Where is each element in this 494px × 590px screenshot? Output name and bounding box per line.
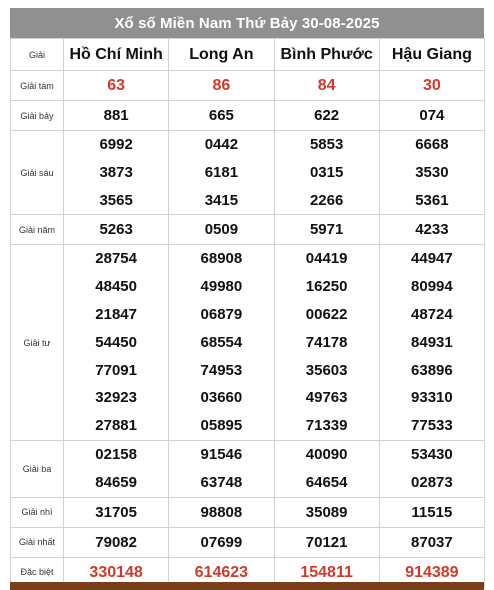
result-number: 91546 <box>200 445 243 463</box>
result-number: 02158 <box>95 445 137 463</box>
result-cell <box>64 215 169 245</box>
prize-row <box>11 71 485 101</box>
prize-rows <box>11 71 485 588</box>
prize-label: Giải sáu <box>11 131 64 215</box>
result-number: 77533 <box>411 417 453 435</box>
result-number: 0315 <box>309 163 344 181</box>
result-number: 03660 <box>200 389 243 407</box>
result-number: 00622 <box>305 305 348 323</box>
prize-label: Giải tư <box>11 245 64 441</box>
result-cell <box>274 101 379 131</box>
result-number: 5361 <box>415 191 449 209</box>
result-number: 30 <box>422 77 441 94</box>
result-number: 05895 <box>200 417 243 435</box>
header-row <box>11 39 485 71</box>
prize-row <box>11 245 485 441</box>
prize-label: Giải tám <box>11 71 64 101</box>
result-cell <box>169 497 274 527</box>
prize-row <box>11 215 485 245</box>
result-number: 06879 <box>200 305 243 323</box>
bottom-border-strip <box>10 582 484 590</box>
result-number: 40090 <box>305 445 348 463</box>
result-cell <box>274 245 379 441</box>
result-number: 84659 <box>95 473 137 491</box>
result-cell <box>169 527 274 557</box>
prize-row <box>11 497 485 527</box>
result-number: 49763 <box>305 389 348 407</box>
province-header[interactable]: Bình Phước <box>274 39 379 71</box>
result-cell <box>379 101 484 131</box>
result-cell <box>379 440 484 497</box>
result-number: 3565 <box>99 191 133 209</box>
result-cell <box>169 215 274 245</box>
result-cell <box>64 440 169 497</box>
result-number: 0509 <box>204 221 239 239</box>
prize-label: Đặc biệt <box>11 557 64 587</box>
result-number: 48450 <box>95 278 137 296</box>
result-number: 49980 <box>200 278 243 296</box>
result-number: 35089 <box>305 503 348 521</box>
result-number: 2266 <box>309 191 344 209</box>
prize-label: Giải ba <box>11 440 64 497</box>
result-number: 914389 <box>405 563 459 581</box>
result-number: 11515 <box>411 503 453 521</box>
result-number: 6668 <box>415 136 449 153</box>
result-cell <box>274 215 379 245</box>
result-number: 27881 <box>95 417 137 435</box>
result-cell <box>379 497 484 527</box>
result-cell <box>64 527 169 557</box>
result-number: 48724 <box>411 305 453 323</box>
result-number: 64654 <box>305 473 348 491</box>
result-number: 98808 <box>200 503 243 521</box>
result-number: 4233 <box>415 221 449 239</box>
result-number: 3530 <box>415 163 449 181</box>
result-number: 6181 <box>204 163 239 181</box>
result-cell <box>169 71 274 101</box>
result-number: 84931 <box>411 333 453 351</box>
result-cell <box>379 215 484 245</box>
result-number: 3873 <box>99 163 133 181</box>
result-number: 881 <box>103 107 129 124</box>
result-number: 3415 <box>204 191 239 209</box>
result-number: 93310 <box>411 389 453 407</box>
result-number: 80994 <box>411 278 453 296</box>
prize-row <box>11 440 485 497</box>
result-number: 79082 <box>95 533 137 551</box>
result-number: 330148 <box>89 563 143 581</box>
result-cell <box>274 527 379 557</box>
result-number: 71339 <box>305 417 348 435</box>
results-table <box>10 38 485 588</box>
result-cell <box>64 101 169 131</box>
prize-row <box>11 101 485 131</box>
result-number: 68554 <box>200 333 243 351</box>
result-number: 87037 <box>411 533 453 551</box>
result-cell <box>379 131 484 215</box>
result-cell <box>379 71 484 101</box>
result-number: 21847 <box>95 305 137 323</box>
prize-label: Giải nhì <box>11 497 64 527</box>
result-cell <box>274 440 379 497</box>
results-title: Xổ số Miền Nam Thứ Bảy 30-08-2025 <box>10 8 484 38</box>
result-cell <box>169 440 274 497</box>
result-number: 154811 <box>300 563 353 581</box>
prize-label: Giải bảy <box>11 101 64 131</box>
result-number: 622 <box>314 107 340 124</box>
prize-label: Giải năm <box>11 215 64 245</box>
result-number: 6992 <box>99 136 133 153</box>
result-number: 16250 <box>305 278 348 296</box>
result-number: 074 <box>419 107 445 124</box>
prize-column-header: Giải <box>11 39 64 71</box>
result-number: 63 <box>107 77 126 94</box>
result-number: 5971 <box>309 221 344 239</box>
result-number: 0442 <box>204 136 239 153</box>
result-number: 63748 <box>200 473 243 491</box>
province-header[interactable]: Hậu Giang <box>379 39 484 71</box>
result-number: 63896 <box>411 361 453 379</box>
result-cell <box>169 131 274 215</box>
result-cell <box>64 131 169 215</box>
result-number: 5853 <box>309 136 344 153</box>
result-number: 74953 <box>200 361 243 379</box>
result-cell <box>64 245 169 441</box>
result-number: 68908 <box>200 250 243 268</box>
result-cell <box>64 71 169 101</box>
result-number: 31705 <box>95 503 137 521</box>
result-number: 32923 <box>95 389 137 407</box>
prize-row <box>11 527 485 557</box>
result-number: 04419 <box>305 250 348 268</box>
result-number: 54450 <box>95 333 137 351</box>
prize-label: Giải nhất <box>11 527 64 557</box>
result-cell <box>379 245 484 441</box>
province-header[interactable]: Hồ Chí Minh <box>64 39 169 71</box>
result-number: 44947 <box>411 250 453 268</box>
result-number: 70121 <box>305 533 348 551</box>
result-cell <box>274 71 379 101</box>
result-number: 02873 <box>411 473 453 491</box>
result-number: 53430 <box>411 445 453 463</box>
result-cell <box>169 101 274 131</box>
result-number: 35603 <box>305 361 348 379</box>
result-number: 86 <box>212 77 231 94</box>
result-cell <box>64 497 169 527</box>
result-number: 74178 <box>305 333 348 351</box>
result-cell <box>169 245 274 441</box>
result-number: 665 <box>208 107 234 124</box>
result-number: 77091 <box>95 361 137 379</box>
result-number: 84 <box>317 77 336 94</box>
result-number: 28754 <box>95 250 137 268</box>
result-number: 614623 <box>194 563 249 581</box>
province-header[interactable]: Long An <box>169 39 274 71</box>
prize-row <box>11 131 485 215</box>
result-number: 5263 <box>99 221 133 239</box>
result-cell <box>379 527 484 557</box>
result-cell <box>274 131 379 215</box>
result-number: 07699 <box>200 533 243 551</box>
result-cell <box>274 497 379 527</box>
